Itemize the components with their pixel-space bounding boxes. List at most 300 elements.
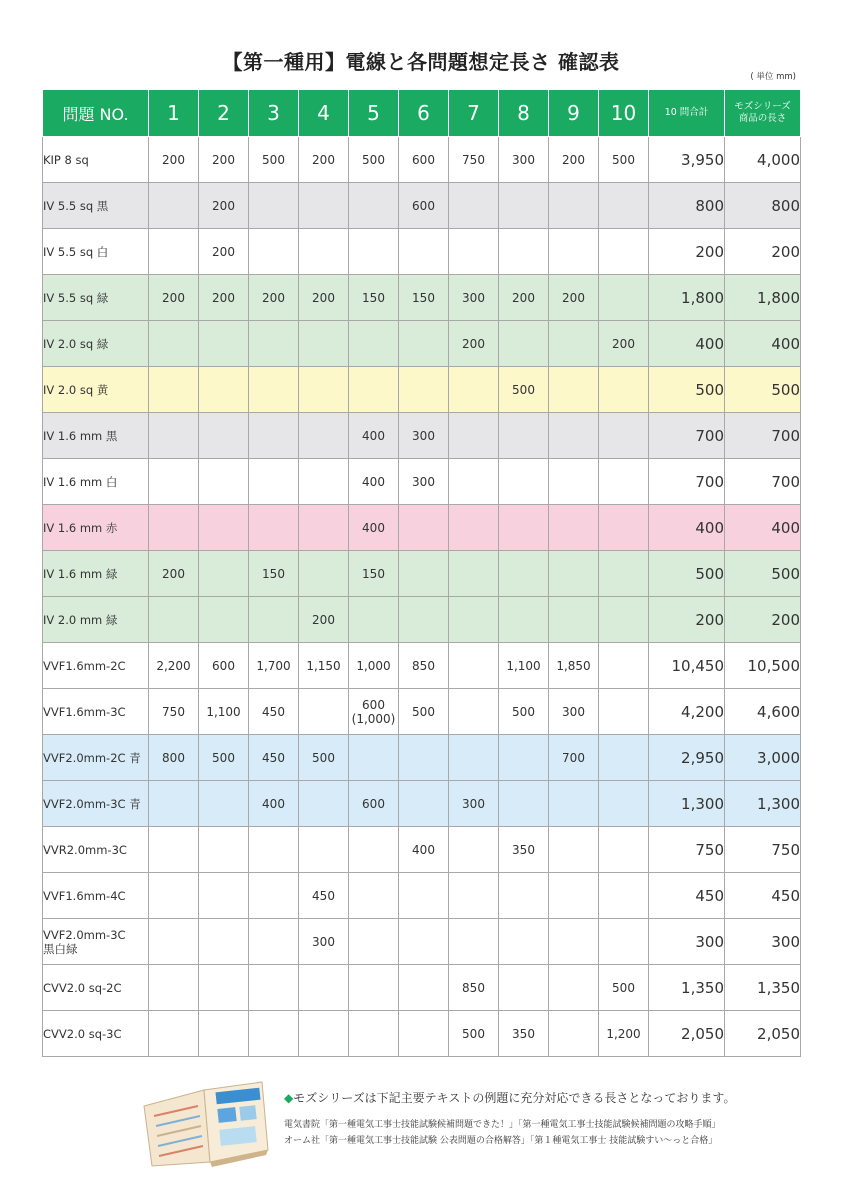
length-cell — [549, 413, 599, 459]
length-cell — [549, 321, 599, 367]
table-row — [43, 505, 801, 551]
length-cell: 500 — [249, 137, 299, 183]
length-cell — [599, 459, 649, 505]
length-cell — [399, 735, 449, 781]
table-row — [43, 229, 801, 275]
length-cell — [499, 505, 549, 551]
series-length-cell: 1,300 — [725, 781, 801, 827]
series-length-cell: 400 — [725, 505, 801, 551]
wire-name: VVF2.0mm-2C 青 — [43, 735, 149, 781]
length-cell: 1,100 — [199, 689, 249, 735]
total-cell: 200 — [649, 229, 725, 275]
length-cell — [549, 505, 599, 551]
length-cell — [599, 873, 649, 919]
length-cell — [549, 781, 599, 827]
length-cell — [199, 1011, 249, 1057]
length-cell — [249, 965, 299, 1011]
length-cell — [299, 689, 349, 735]
series-length-cell: 2,050 — [725, 1011, 801, 1057]
wire-name: IV 5.5 sq 黒 — [43, 183, 149, 229]
series-length-cell: 700 — [725, 413, 801, 459]
length-cell: 200 — [199, 275, 249, 321]
length-cell — [349, 965, 399, 1011]
wire-name: VVF1.6mm-3C — [43, 689, 149, 735]
length-cell — [349, 735, 399, 781]
length-cell — [549, 367, 599, 413]
wire-name: IV 1.6 mm 緑 — [43, 551, 149, 597]
length-cell: 400 — [349, 505, 399, 551]
length-cell: 1,100 — [499, 643, 549, 689]
total-cell: 1,800 — [649, 275, 725, 321]
length-cell: 350 — [499, 1011, 549, 1057]
series-length-cell: 500 — [725, 551, 801, 597]
header-problem-8: 8 — [499, 90, 549, 137]
total-cell: 700 — [649, 413, 725, 459]
header-problem-no: 問題 NO. — [43, 90, 149, 137]
length-cell — [199, 965, 249, 1011]
total-cell: 700 — [649, 459, 725, 505]
length-cell — [399, 873, 449, 919]
table-row — [43, 1011, 801, 1057]
total-cell: 200 — [649, 597, 725, 643]
length-cell — [599, 229, 649, 275]
series-length-cell: 1,350 — [725, 965, 801, 1011]
header-problem-5: 5 — [349, 90, 399, 137]
length-cell — [499, 183, 549, 229]
length-cell — [299, 413, 349, 459]
table-row — [43, 827, 801, 873]
length-cell: 400 — [249, 781, 299, 827]
length-cell: 200 — [199, 229, 249, 275]
length-cell: 750 — [149, 689, 199, 735]
footer-note — [284, 1089, 735, 1106]
header-series-length — [725, 90, 801, 137]
table-row — [43, 919, 801, 965]
length-cell — [249, 919, 299, 965]
series-length-cell: 1,800 — [725, 275, 801, 321]
length-cell — [549, 459, 599, 505]
length-cell — [149, 229, 199, 275]
length-cell: 300 — [399, 459, 449, 505]
length-cell — [249, 183, 299, 229]
length-cell: 500 — [399, 689, 449, 735]
length-cell — [399, 1011, 449, 1057]
length-cell — [599, 919, 649, 965]
length-cell: 200 — [149, 137, 199, 183]
length-cell — [499, 965, 549, 1011]
footer-note-text: モズシリーズは下記主要テキストの例題に充分対応できる長さとなっております。 — [293, 1091, 736, 1105]
length-cell — [199, 873, 249, 919]
length-cell — [349, 919, 399, 965]
length-cell — [549, 827, 599, 873]
series-length-cell: 500 — [725, 367, 801, 413]
length-cell: 1,150 — [299, 643, 349, 689]
length-cell — [399, 965, 449, 1011]
length-cell: 200 — [549, 275, 599, 321]
length-cell — [549, 183, 599, 229]
length-cell — [299, 827, 349, 873]
length-cell: 1,200 — [599, 1011, 649, 1057]
length-cell — [449, 229, 499, 275]
length-cell: 200 — [599, 321, 649, 367]
header-series-line2: 商品の長さ — [738, 113, 787, 124]
series-length-cell: 10,500 — [725, 643, 801, 689]
length-cell: 400 — [349, 413, 399, 459]
table-row — [43, 321, 801, 367]
length-cell — [149, 965, 199, 1011]
length-cell — [599, 735, 649, 781]
total-cell: 300 — [649, 919, 725, 965]
header-problem-7: 7 — [449, 90, 499, 137]
table-row — [43, 459, 801, 505]
series-length-cell: 400 — [725, 321, 801, 367]
length-cell: 750 — [449, 137, 499, 183]
total-cell: 10,450 — [649, 643, 725, 689]
length-cell — [249, 229, 299, 275]
length-cell — [549, 229, 599, 275]
length-cell — [349, 367, 399, 413]
table-row — [43, 781, 801, 827]
length-cell: 200 — [549, 137, 599, 183]
length-cell: 200 — [299, 137, 349, 183]
table-row — [43, 689, 801, 735]
length-cell: 200 — [299, 275, 349, 321]
length-cell — [599, 643, 649, 689]
total-cell: 500 — [649, 551, 725, 597]
table-row — [43, 137, 801, 183]
length-cell: 200 — [199, 137, 249, 183]
wire-name: CVV2.0 sq-3C — [43, 1011, 149, 1057]
total-cell: 750 — [649, 827, 725, 873]
length-cell: 500 — [449, 1011, 499, 1057]
reference-line-2: オーム社「第一種電気工事士技能試験 公表問題の合格解答」「第１種電気工事士 技能試験すい～っと合格」 — [284, 1136, 718, 1146]
length-cell: 800 — [149, 735, 199, 781]
length-cell — [299, 229, 349, 275]
length-cell — [299, 551, 349, 597]
reference-line-1: 電気書院「第一種電気工事士技能試験候補問題できた！」「第一種電気工事士技能試験候補問題の攻略手順」 — [284, 1120, 721, 1130]
table-row — [43, 965, 801, 1011]
length-cell: 150 — [399, 275, 449, 321]
length-cell: 450 — [249, 689, 299, 735]
length-cell — [599, 551, 649, 597]
total-cell: 4,200 — [649, 689, 725, 735]
length-cell — [149, 781, 199, 827]
length-cell: 500 — [499, 367, 549, 413]
wire-name: CVV2.0 sq-2C — [43, 965, 149, 1011]
length-cell — [599, 781, 649, 827]
table-row — [43, 873, 801, 919]
length-cell — [499, 781, 549, 827]
length-cell: 300 — [399, 413, 449, 459]
length-cell — [299, 321, 349, 367]
length-cell — [249, 597, 299, 643]
length-cell: 600 (1,000) — [349, 689, 399, 735]
length-cell — [249, 873, 299, 919]
length-cell — [399, 551, 449, 597]
length-cell — [549, 873, 599, 919]
length-cell: 600 — [199, 643, 249, 689]
length-cell: 200 — [449, 321, 499, 367]
table-row — [43, 413, 801, 459]
series-length-cell: 4,000 — [725, 137, 801, 183]
length-cell — [499, 597, 549, 643]
length-cell: 700 — [549, 735, 599, 781]
length-cell: 450 — [249, 735, 299, 781]
length-cell — [249, 367, 299, 413]
length-cell: 500 — [599, 965, 649, 1011]
length-cell — [599, 689, 649, 735]
length-cell — [199, 367, 249, 413]
total-cell: 2,050 — [649, 1011, 725, 1057]
length-cell — [199, 321, 249, 367]
length-cell: 500 — [599, 137, 649, 183]
total-cell: 3,950 — [649, 137, 725, 183]
wire-name: VVF1.6mm-2C — [43, 643, 149, 689]
series-length-cell: 4,600 — [725, 689, 801, 735]
length-cell — [349, 597, 399, 643]
length-cell — [449, 459, 499, 505]
length-cell — [549, 551, 599, 597]
wire-name: IV 2.0 sq 黄 — [43, 367, 149, 413]
length-cell — [499, 919, 549, 965]
length-cell — [199, 459, 249, 505]
header-total: 10 問合計 — [649, 90, 725, 137]
textbook-image — [140, 1076, 272, 1168]
diamond-icon: ◆ — [284, 1091, 294, 1105]
length-cell: 500 — [299, 735, 349, 781]
length-cell — [599, 597, 649, 643]
length-cell — [449, 735, 499, 781]
length-cell — [249, 1011, 299, 1057]
total-cell: 400 — [649, 505, 725, 551]
length-cell — [249, 321, 299, 367]
series-length-cell: 750 — [725, 827, 801, 873]
length-cell: 500 — [349, 137, 399, 183]
length-cell — [549, 1011, 599, 1057]
length-cell: 200 — [299, 597, 349, 643]
length-cell — [299, 183, 349, 229]
length-cell — [349, 183, 399, 229]
length-cell — [399, 321, 449, 367]
length-cell — [449, 551, 499, 597]
total-cell: 800 — [649, 183, 725, 229]
length-cell — [149, 459, 199, 505]
length-cell — [399, 781, 449, 827]
length-cell: 500 — [199, 735, 249, 781]
length-cell — [599, 183, 649, 229]
length-cell — [149, 597, 199, 643]
length-cell — [599, 413, 649, 459]
length-cell — [249, 459, 299, 505]
wire-name: IV 2.0 mm 緑 — [43, 597, 149, 643]
length-cell — [299, 505, 349, 551]
length-cell — [149, 827, 199, 873]
length-cell — [199, 781, 249, 827]
wire-name: IV 5.5 sq 白 — [43, 229, 149, 275]
length-cell — [549, 597, 599, 643]
length-cell: 350 — [499, 827, 549, 873]
wire-length-table — [42, 89, 801, 1057]
length-cell: 200 — [149, 275, 199, 321]
length-cell — [149, 367, 199, 413]
length-cell — [499, 229, 549, 275]
length-cell — [449, 367, 499, 413]
length-cell — [149, 321, 199, 367]
length-cell — [449, 689, 499, 735]
length-cell: 2,200 — [149, 643, 199, 689]
length-cell: 150 — [349, 275, 399, 321]
header-problem-10: 10 — [599, 90, 649, 137]
length-cell — [399, 229, 449, 275]
header-problem-2: 2 — [199, 90, 249, 137]
length-cell: 400 — [349, 459, 399, 505]
length-cell — [199, 551, 249, 597]
total-cell: 450 — [649, 873, 725, 919]
length-cell — [299, 965, 349, 1011]
footer — [140, 1064, 810, 1174]
table-row — [43, 643, 801, 689]
length-cell — [299, 1011, 349, 1057]
wire-name: VVR2.0mm-3C — [43, 827, 149, 873]
length-cell: 1,850 — [549, 643, 599, 689]
length-cell — [549, 919, 599, 965]
wire-name: IV 1.6 mm 赤 — [43, 505, 149, 551]
length-cell — [249, 413, 299, 459]
table-row — [43, 597, 801, 643]
wire-name: IV 1.6 mm 黒 — [43, 413, 149, 459]
length-cell: 1,700 — [249, 643, 299, 689]
length-cell — [299, 459, 349, 505]
length-cell: 450 — [299, 873, 349, 919]
table-row — [43, 367, 801, 413]
wire-name: IV 2.0 sq 緑 — [43, 321, 149, 367]
length-cell: 400 — [399, 827, 449, 873]
header-problem-3: 3 — [249, 90, 299, 137]
length-cell — [499, 873, 549, 919]
length-cell — [399, 367, 449, 413]
wire-name: VVF1.6mm-4C — [43, 873, 149, 919]
length-cell: 1,000 — [349, 643, 399, 689]
length-cell: 200 — [149, 551, 199, 597]
length-cell — [199, 597, 249, 643]
length-cell — [449, 873, 499, 919]
length-cell — [349, 1011, 399, 1057]
length-cell: 500 — [499, 689, 549, 735]
length-cell — [199, 505, 249, 551]
length-cell — [149, 505, 199, 551]
series-length-cell: 200 — [725, 597, 801, 643]
length-cell: 600 — [399, 137, 449, 183]
total-cell: 2,950 — [649, 735, 725, 781]
length-cell — [349, 827, 399, 873]
length-cell — [149, 919, 199, 965]
length-cell — [249, 505, 299, 551]
length-cell: 300 — [449, 275, 499, 321]
length-cell: 200 — [249, 275, 299, 321]
length-cell: 300 — [449, 781, 499, 827]
total-cell: 400 — [649, 321, 725, 367]
length-cell — [599, 367, 649, 413]
table-header-row — [43, 90, 801, 137]
total-cell: 1,300 — [649, 781, 725, 827]
length-cell — [449, 827, 499, 873]
wire-name: KIP 8 sq — [43, 137, 149, 183]
length-cell — [599, 505, 649, 551]
wire-name: IV 1.6 mm 白 — [43, 459, 149, 505]
length-cell: 150 — [249, 551, 299, 597]
length-cell — [149, 873, 199, 919]
length-cell — [149, 413, 199, 459]
length-cell — [499, 321, 549, 367]
length-cell: 300 — [549, 689, 599, 735]
total-cell: 1,350 — [649, 965, 725, 1011]
length-cell: 600 — [399, 183, 449, 229]
total-cell: 500 — [649, 367, 725, 413]
length-cell — [349, 873, 399, 919]
series-length-cell: 800 — [725, 183, 801, 229]
length-cell — [449, 413, 499, 459]
wire-name: VVF2.0mm-3C 黒白緑 — [43, 919, 149, 965]
length-cell — [499, 413, 549, 459]
length-cell — [299, 781, 349, 827]
length-cell — [499, 459, 549, 505]
length-cell — [249, 827, 299, 873]
length-cell: 200 — [199, 183, 249, 229]
header-problem-6: 6 — [399, 90, 449, 137]
length-cell — [349, 229, 399, 275]
length-cell — [149, 1011, 199, 1057]
wire-name: IV 5.5 sq 緑 — [43, 275, 149, 321]
length-cell — [449, 505, 499, 551]
length-cell — [349, 321, 399, 367]
series-length-cell: 3,000 — [725, 735, 801, 781]
length-cell — [199, 413, 249, 459]
length-cell: 850 — [449, 965, 499, 1011]
series-length-cell: 200 — [725, 229, 801, 275]
series-length-cell: 700 — [725, 459, 801, 505]
length-cell — [149, 183, 199, 229]
length-cell — [399, 505, 449, 551]
length-cell: 200 — [499, 275, 549, 321]
table-row — [43, 275, 801, 321]
header-series-line1: モズシリーズ — [734, 101, 791, 112]
length-cell: 850 — [399, 643, 449, 689]
table-row — [43, 183, 801, 229]
length-cell — [599, 827, 649, 873]
header-problem-9: 9 — [549, 90, 599, 137]
unit-label: ( 単位 mm) — [750, 72, 796, 82]
table-row — [43, 551, 801, 597]
header-problem-4: 4 — [299, 90, 349, 137]
header-problem-1: 1 — [149, 90, 199, 137]
length-cell — [449, 643, 499, 689]
length-cell — [449, 183, 499, 229]
page-title: 【第一種用】電線と各問題想定長さ 確認表 — [222, 50, 620, 74]
length-cell — [199, 919, 249, 965]
wire-name: VVF2.0mm-3C 青 — [43, 781, 149, 827]
length-cell — [449, 597, 499, 643]
table-row — [43, 735, 801, 781]
length-cell — [599, 275, 649, 321]
series-length-cell: 300 — [725, 919, 801, 965]
series-length-cell: 450 — [725, 873, 801, 919]
length-cell — [199, 827, 249, 873]
table-body — [43, 137, 801, 1057]
length-cell — [499, 551, 549, 597]
length-cell: 150 — [349, 551, 399, 597]
length-cell: 300 — [499, 137, 549, 183]
length-cell: 600 — [349, 781, 399, 827]
